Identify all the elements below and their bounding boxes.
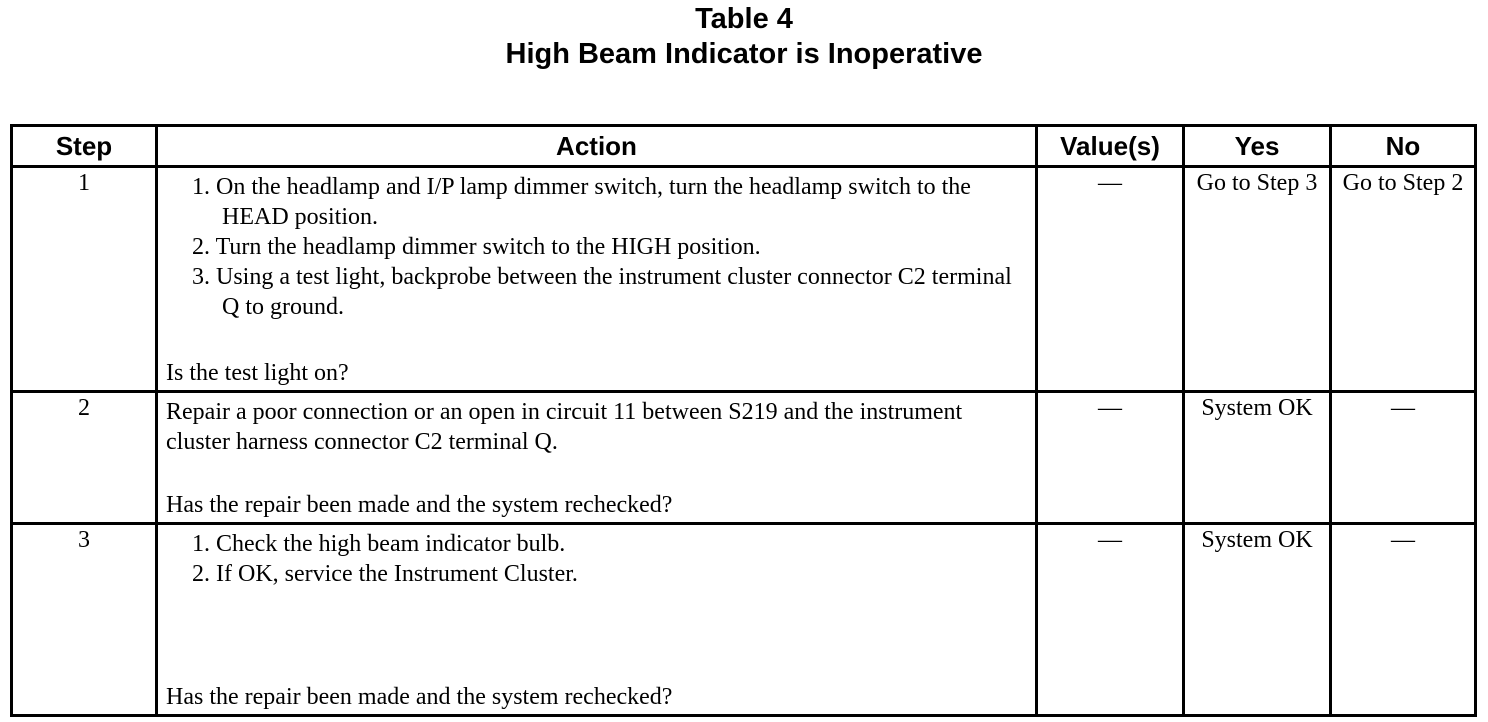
no-cell: — [1331,392,1476,524]
action-step: 1. On the headlamp and I/P lamp dimmer switch, turn the headlamp switch to the HEAD position. [192,174,971,230]
action-step: 2. If OK, service the Instrument Cluster. [192,561,578,587]
column-header-no: No [1331,126,1476,167]
diagnostic-table [10,124,1477,717]
action-step: 1. Check the high beam indicator bulb. [192,531,566,557]
table-heading: High Beam Indicator is Inoperative [505,38,983,70]
action-cell [157,167,1037,392]
no-cell: — [1331,524,1476,716]
action-cell [157,392,1037,524]
table-number: Table 4 [695,3,793,35]
column-header-yes: Yes [1184,126,1331,167]
column-header-action: Action [157,126,1037,167]
yes-cell: Go to Step 3 [1184,167,1331,392]
yes-cell: System OK [1184,392,1331,524]
action-step: 3. Using a test light, backprobe between the instrument cluster connector C2 terminal Q to ground. [192,264,1012,320]
table-row [12,392,1476,524]
table-row [12,167,1476,392]
action-question: Is the test light on? [166,360,349,386]
step-number: 1 [12,167,157,392]
no-cell: Go to Step 2 [1331,167,1476,392]
table-row [12,524,1476,716]
action-step: 2. Turn the headlamp dimmer switch to the HIGH position. [192,234,761,260]
step-number: 2 [12,392,157,524]
table-title [0,2,1488,72]
column-header-values: Value(s) [1037,126,1184,167]
header-row [12,126,1476,167]
column-header-step: Step [12,126,157,167]
action-question: Has the repair been made and the system rechecked? [166,492,673,518]
action-steps [166,529,1027,589]
value-cell: — [1037,392,1184,524]
action-text: Repair a poor connection or an open in circuit 11 between S219 and the instrument cluster harness connector C2 terminal Q. [166,399,963,455]
value-cell: — [1037,524,1184,716]
value-cell: — [1037,167,1184,392]
action-cell [157,524,1037,716]
step-number: 3 [12,524,157,716]
yes-cell: System OK [1184,524,1331,716]
action-question: Has the repair been made and the system rechecked? [166,684,673,710]
action-steps [166,172,1027,322]
